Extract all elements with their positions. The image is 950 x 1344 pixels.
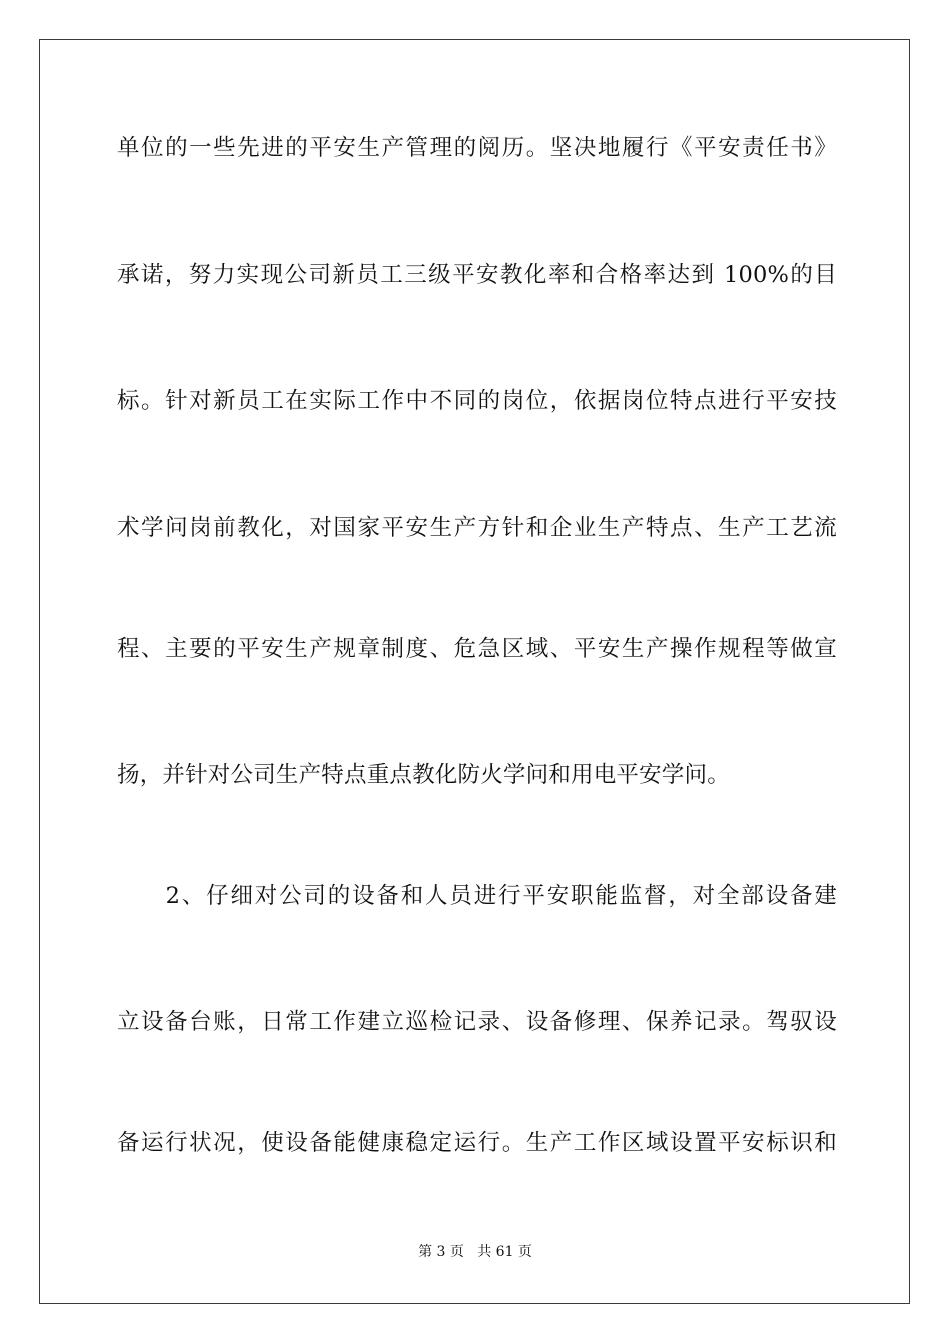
page-border: [39, 39, 910, 1304]
page-footer: 第 3 页 共 61 页: [418, 1244, 532, 1260]
text-line-8: 立设备台账，日常工作建立巡检记录、设备修理、保养记录。驾驭设: [117, 1009, 837, 1035]
text-line-5: 程、主要的平安生产规章制度、危急区域、平安生产操作规程等做宣: [117, 636, 837, 662]
text-line-7: 2、仔细对公司的设备和人员进行平安职能监督，对全部设备建: [117, 883, 837, 909]
text-line-2: 承诺，努力实现公司新员工三级平安教化率和合格率达到 100%的目: [117, 262, 837, 288]
text-line-9: 备运行状况，使设备能健康稳定运行。生产工作区域设置平安标识和: [117, 1130, 837, 1156]
text-line-1: 单位的一些先进的平安生产管理的阅历。坚决地履行《平安责任书》: [117, 135, 837, 161]
text-line-6: 扬，并针对公司生产特点重点教化防火学问和用电平安学问。: [117, 762, 730, 788]
text-line-4: 术学问岗前教化，对国家平安生产方针和企业生产特点、生产工艺流: [117, 515, 837, 541]
text-line-3: 标。针对新员工在实际工作中不同的岗位，依据岗位特点进行平安技: [117, 388, 837, 414]
